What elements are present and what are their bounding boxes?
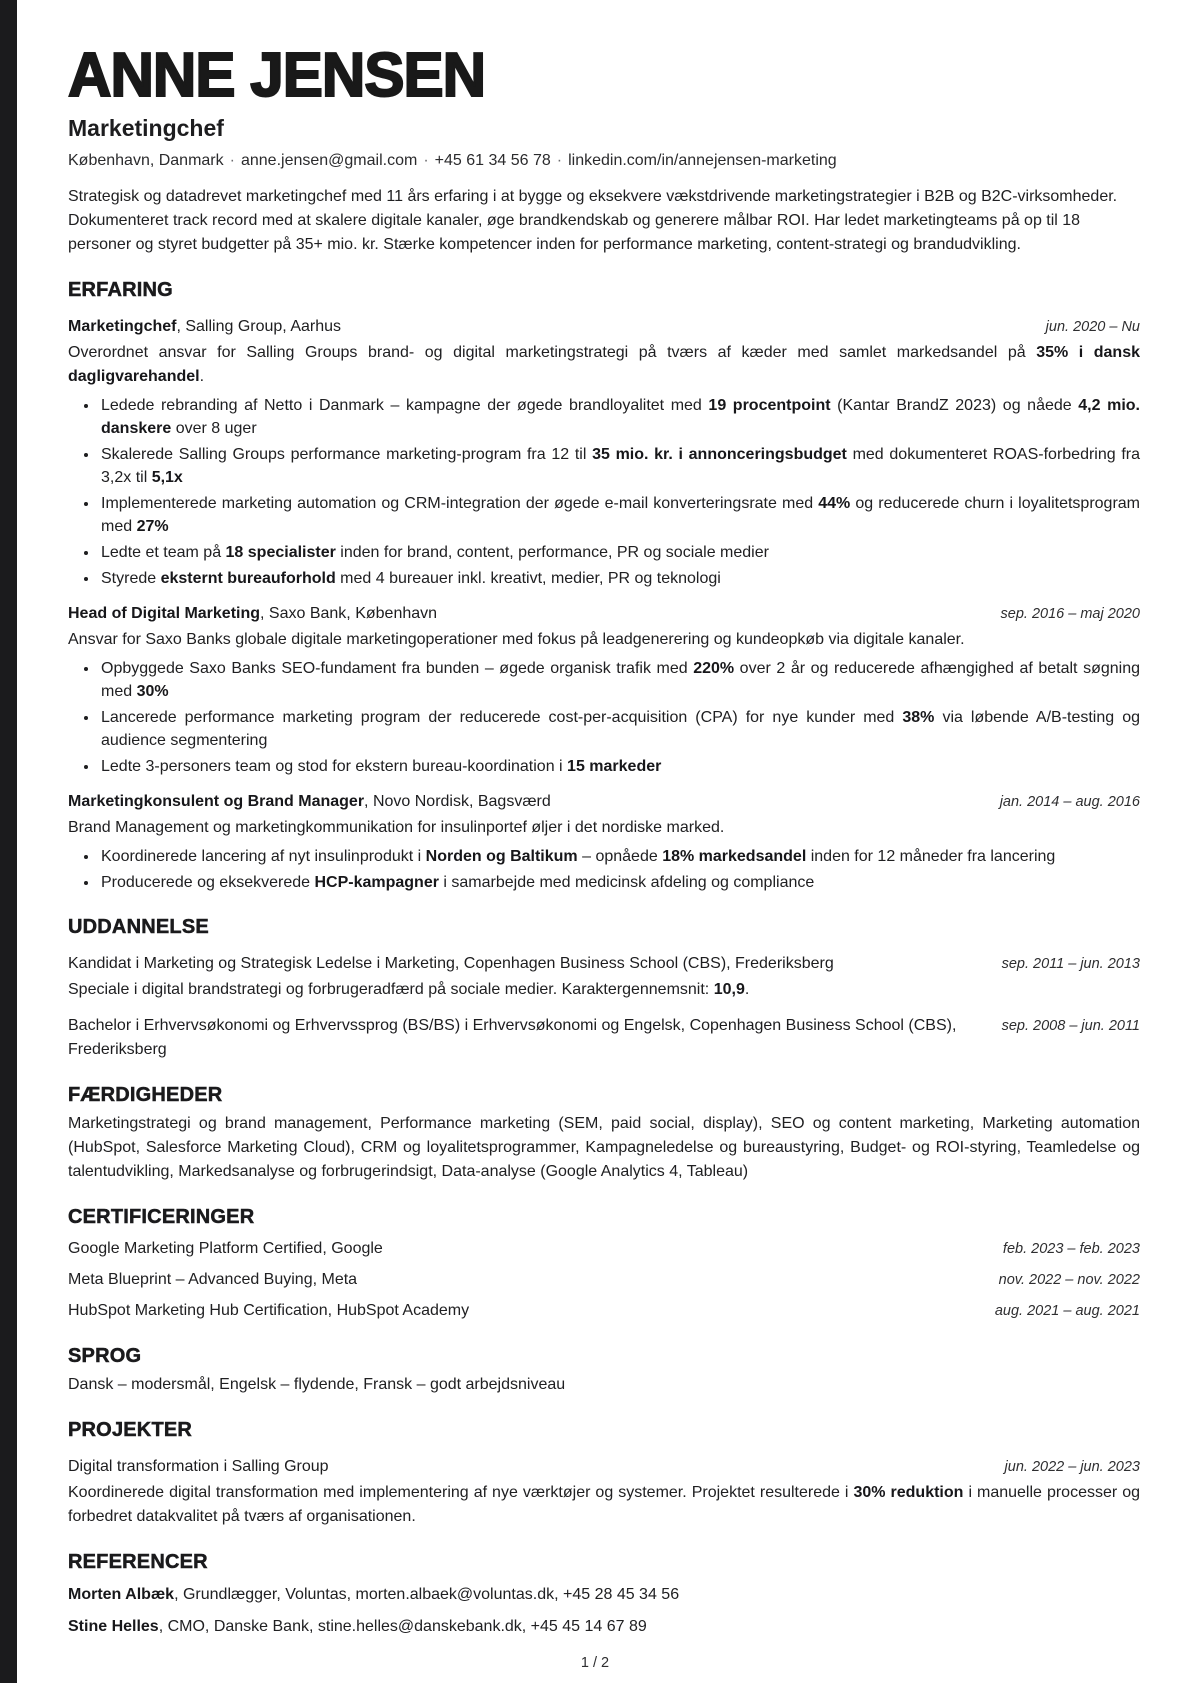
references-section: [68, 1583, 1140, 1639]
job-title: Head of Digital Marketing, Saxo Bank, København: [68, 605, 438, 623]
education-title: Bachelor i Erhvervsøkonomi og Erhvervssprog (BS/BS) i Erhvervsøkonomi og Engelsk, Copenhagen Business School (CBS), Frederiksberg: [68, 1017, 957, 1059]
job-dates: jun. 2020 – Nu: [1045, 319, 1140, 336]
section-heading-education: UDDANNELSE: [68, 916, 209, 939]
person-name: ANNE JENSEN: [68, 41, 486, 110]
certification-row: [68, 1268, 1140, 1292]
bullet-item: • Lancerede performance marketing program der reducerede cost-per-acquisition (CPA) for nye kunder med 38% via løbende A/B-testing og audience segmentering: [99, 706, 1140, 752]
job-title: Marketingchef, Salling Group, Aarhus: [68, 318, 342, 336]
contact-linkedin: linkedin.com/in/annejensen-marketing: [568, 152, 837, 170]
education-dates: sep. 2008 – jun. 2011: [1001, 1018, 1140, 1035]
project-entry: [68, 1455, 1140, 1529]
job-bullets: [68, 845, 1140, 894]
job-dates: sep. 2016 – maj 2020: [1000, 606, 1140, 623]
reference-line: Stine Helles, CMO, Danske Bank, stine.helles@danskebank.dk, +45 45 14 67 89: [68, 1618, 647, 1636]
bullet-item: • Koordinerede lancering af nyt insulinprodukt i Norden og Baltikum – opnåede 18% markedsandel inden for 12 måneder fra lancering: [99, 845, 1140, 868]
job-dates: jan. 2014 – aug. 2016: [999, 794, 1140, 811]
contact-location: København, Danmark: [68, 152, 224, 170]
reference-line: Morten Albæk, Grundlægger, Voluntas, morten.albaek@voluntas.dk, +45 28 45 34 56: [68, 1586, 680, 1604]
education-header: [68, 1014, 1140, 1062]
contact-separator: ·: [556, 152, 563, 170]
languages-text: Dansk – modersmål, Engelsk – flydende, Fransk – godt arbejdsniveau: [68, 1376, 566, 1394]
contact-separator: ·: [423, 152, 429, 170]
section-heading-references: REFERENCER: [68, 1551, 208, 1574]
contact-line: [68, 152, 1140, 170]
education-dates: sep. 2011 – jun. 2013: [1001, 956, 1140, 973]
job-entry: [68, 602, 1140, 778]
section-heading-languages: SPROG: [68, 1345, 142, 1368]
page-edge-bar: [0, 0, 17, 1683]
job-description: Overordnet ansvar for Salling Groups brand- og digital marketingstrategi på tværs af kæder med samlet markedsandel på 35% i dansk dagligvarehandel.: [68, 344, 1140, 386]
job-header: [68, 315, 1140, 339]
contact-separator: ·: [229, 152, 235, 170]
education-entry: [68, 1014, 1140, 1062]
certification-name: Google Marketing Platform Certified, Google: [68, 1240, 383, 1258]
certification-dates: nov. 2022 – nov. 2022: [998, 1272, 1140, 1289]
certifications-section: [68, 1237, 1140, 1323]
education-section: [68, 952, 1140, 1062]
bullet-item: • Skalerede Salling Groups performance marketing-program fra 12 til 35 mio. kr. i annonceringsbudget med dokumenteret ROAS-forbedring fra 3,2x til 5,1x: [99, 443, 1140, 489]
contact-phone: +45 61 34 56 78: [434, 152, 551, 170]
education-header: [68, 952, 1140, 976]
contact-email: anne.jensen@gmail.com: [240, 152, 418, 170]
job-bullets: [68, 394, 1140, 590]
job-entry: [68, 315, 1140, 590]
certification-name: Meta Blueprint – Advanced Buying, Meta: [68, 1271, 358, 1289]
bullet-item: • Opbyggede Saxo Banks SEO-fundament fra bunden – øgede organisk trafik med 220% over 2 år og reducerede afhængighed af betalt søgning med 30%: [99, 657, 1140, 703]
section-heading-projects: PROJEKTER: [68, 1419, 193, 1442]
bullet-item: • Producerede og eksekverede HCP-kampagner i samarbejde med medicinsk afdeling og compliance: [99, 871, 1140, 894]
page-number: 1 / 2: [580, 1655, 610, 1671]
person-job-title: Marketingchef: [68, 115, 224, 142]
resume-page: [68, 0, 1140, 1639]
section-heading-experience: ERFARING: [68, 279, 173, 302]
bullet-item: • Implementerede marketing automation og CRM-integration der øgede e-mail konverteringsrate med 44% og reducerede churn i loyalitetsprogram med 27%: [99, 492, 1140, 538]
job-description: Ansvar for Saxo Banks globale digitale marketingoperationer med fokus på leadgenerering og kundeopkøb via digitale kanaler.: [68, 631, 965, 649]
bullet-item: • Ledte 3-personers team og stod for ekstern bureau-koordination i 15 markeder: [99, 755, 1140, 778]
projects-section: [68, 1455, 1140, 1529]
certification-row: [68, 1299, 1140, 1323]
certification-dates: aug. 2021 – aug. 2021: [994, 1303, 1140, 1320]
certification-row: [68, 1237, 1140, 1261]
bullet-item: • Ledte et team på 18 specialister inden for brand, content, performance, PR og sociale medier: [99, 541, 1140, 564]
section-heading-certifications: CERTIFICERINGER: [68, 1206, 255, 1229]
section-heading-skills: FÆRDIGHEDER: [68, 1084, 223, 1107]
bullet-item: • Styrede eksternt bureauforhold med 4 bureauer inkl. kreativt, medier, PR og teknologi: [99, 567, 1140, 590]
job-title: Marketingkonsulent og Brand Manager, Novo Nordisk, Bagsværd: [68, 793, 551, 811]
job-bullets: [68, 657, 1140, 778]
education-entry: [68, 952, 1140, 1002]
experience-section: [68, 315, 1140, 894]
job-header: [68, 602, 1140, 626]
project-title: Digital transformation i Salling Group: [68, 1458, 329, 1476]
project-header: [68, 1455, 1140, 1479]
project-dates: jun. 2022 – jun. 2023: [1004, 1459, 1140, 1476]
skills-text: Marketingstrategi og brand management, Performance marketing (SEM, paid social, display), SEO og content marketing, Marketing automation (HubSpot, Salesforce Marketing Cloud), CRM og loyalitetsprogrammer, Kampagneledelse og bureaustyring, Budget- og ROI-styring, Teamledelse og talentudvikling, Markedsanalyse og forbrugerindsigt, Data-analyse (Google Analytics 4, Tableau): [68, 1115, 1140, 1181]
project-description: Koordinerede digital transformation med implementering af nye værktøjer og systemer. Projektet resulterede i 30% reduktion i manuelle processer og forbedret datakvalitet på tværs af organisationen.: [68, 1484, 1141, 1526]
job-description: Brand Management og marketingkommunikation for insulinportef øljer i det nordiske marked.: [68, 819, 725, 837]
certification-name: HubSpot Marketing Hub Certification, HubSpot Academy: [68, 1302, 470, 1320]
certification-dates: feb. 2023 – feb. 2023: [1002, 1241, 1140, 1258]
profile-summary: Strategisk og datadrevet marketingchef med 11 års erfaring i at bygge og eksekvere vækstdrivende marketingstrategier i B2B og B2C-virksomheder. Dokumenteret track record med at skalere digitale kanaler, øge brandkendskab og generere målbar ROI. Har ledet marketingteams på op til 18 personer og styret budgetter på 35+ mio. kr. Stærke kompetencer inden for performance marketing, content-strategi og brandudvikling.: [68, 188, 1118, 254]
education-title: Kandidat i Marketing og Strategisk Ledelse i Marketing, Copenhagen Business School (CBS), Frederiksberg: [68, 955, 834, 973]
job-header: [68, 790, 1140, 814]
education-description: Speciale i digital brandstrategi og forbrugeradfærd på sociale medier. Karaktergennemsnit: 10,9.: [68, 981, 750, 999]
job-entry: [68, 790, 1140, 894]
bullet-item: • Ledede rebranding af Netto i Danmark – kampagne der øgede brandloyalitet med 19 procentpoint (Kantar BrandZ 2023) og nåede 4,2 mio. danskere over 8 uger: [99, 394, 1140, 440]
